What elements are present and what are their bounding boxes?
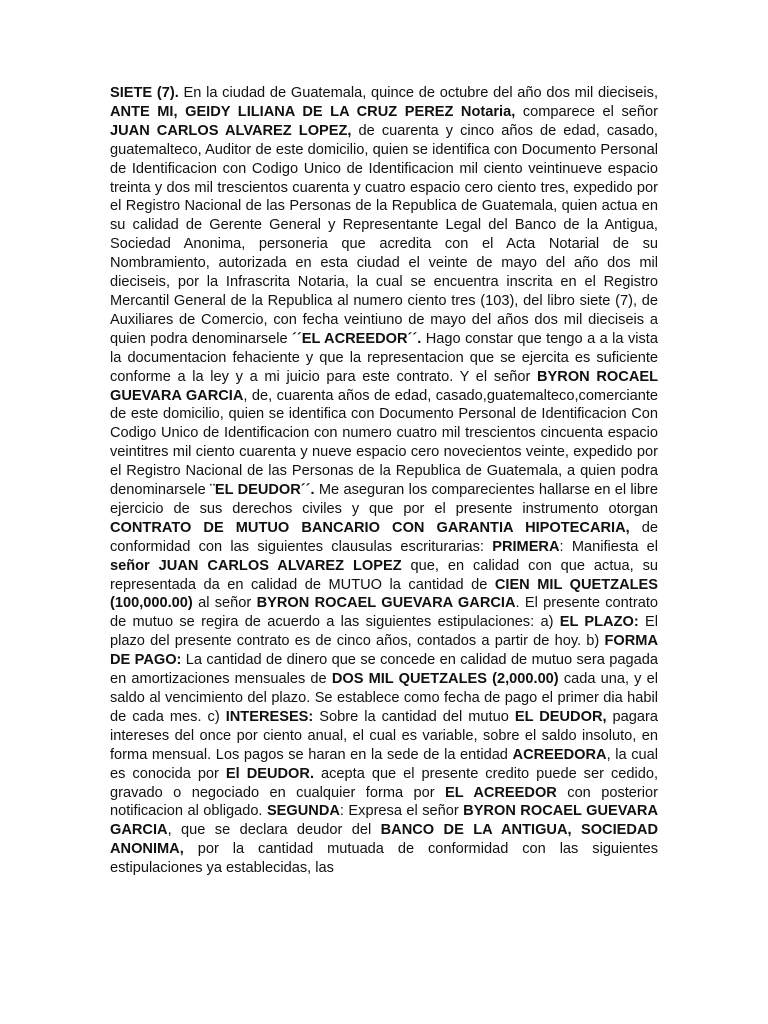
contract-paragraph xyxy=(110,84,658,878)
text-run: : Manifiesta el xyxy=(559,538,658,555)
bold-text-run: JUAN CARLOS ALVAREZ LOPEZ, xyxy=(110,122,352,139)
bold-text-run: CIEN MIL QUETZALES (100,000.00) xyxy=(110,576,658,612)
bold-text-run: ´´EL ACREEDOR´´. xyxy=(292,330,422,347)
text-run: La cantidad de dinero que se concede en calidad de mutuo sera pagada en amortizaciones mensuales de xyxy=(110,652,658,688)
bold-text-run: PRIMERA xyxy=(492,538,560,555)
bold-text-run: BANCO DE LA ANTIGUA, SOCIEDAD ANONIMA, xyxy=(110,822,658,858)
text-run: . El presente contrato de mutuo se regira de acuerdo a las siguientes estipulaciones: a) xyxy=(110,595,658,631)
bold-text-run: DOS MIL QUETZALES (2,000.00) xyxy=(331,671,559,688)
text-run: : Expresa el señor xyxy=(339,803,464,820)
text-run: Hago constar que tengo a a la vista la documentacion fehaciente y que la representacion que se ejercita es suficiente conforme a la ley y a mi juicio para este contrato. Y el señor xyxy=(110,330,658,385)
bold-text-run: EL PLAZO: xyxy=(559,614,639,631)
text-run: El plazo del presente contrato es de cinco años, contados a partir de hoy. b) xyxy=(110,614,659,650)
text-run: de conformidad con las siguientes clausulas escriturarias: xyxy=(110,519,658,555)
bold-text-run: ¨EL DEUDOR´´. xyxy=(210,482,315,499)
bold-text-run: SIETE (7). xyxy=(110,85,179,101)
bold-text-run: El DEUDOR. xyxy=(225,765,315,782)
text-run: pagara intereses del once por ciento anual, el cual es variable, sobre el saldo insoluto, en forma mensual. Los pagos se haran en la sede de la entidad xyxy=(110,708,658,763)
bold-text-run: EL DEUDOR, xyxy=(514,708,607,725)
text-run: , que se declara deudor del xyxy=(167,822,381,839)
text-run: al señor xyxy=(192,595,257,612)
bold-text-run: BYRON ROCAEL GUEVARA GARCIA xyxy=(256,595,516,612)
bold-text-run: CONTRATO DE MUTUO BANCARIO CON GARANTIA HIPOTECARIA, xyxy=(110,519,630,536)
text-run: que, en calidad con que actua, su representada da en calidad de MUTUO la cantidad de xyxy=(110,557,658,593)
bold-text-run: SEGUNDA xyxy=(266,803,340,820)
text-run: cada una, y el saldo al vencimiento del plazo. Se establece como fecha de pago el primer dia habil de cada mes. c) xyxy=(110,671,658,725)
bold-text-run: BYRON ROCAEL GUEVARA GARCIA xyxy=(110,803,658,839)
text-run: , de, cuarenta años de edad, casado,guatemalteco,comerciante de este domicilio, quien se identifica con Documento Personal de Identificacion Con Codigo Unico de Identificacion con numero cuatro mil trescientos cincuenta espacio veintitres mil ciento cuarenta y nueve espacio cero novecientos veinte, expedido por el Registro Nacional de las Personas de la Republica de Guatemala, a quien podra denominarsele xyxy=(110,387,659,499)
text-run: En la ciudad de Guatemala, quince de octubre del año dos mil dieciseis, xyxy=(178,85,659,101)
bold-text-run: BYRON ROCAEL GUEVARA GARCIA xyxy=(110,368,659,404)
document-page xyxy=(110,84,658,878)
text-run: Sobre la cantidad del mutuo xyxy=(313,708,515,725)
text-run: de cuarenta y cinco años de edad, casado, guatemalteco, Auditor de este domicilio, quien se identifica con Documento Personal de Identificacion con Codigo Unico de Identificacion mil ciento veintinueve espacio treinta y dos mil trescientos cuarenta y cuatro espacio cero ciento tres, expedido por el Registro Nacional de las Personas de la Republica de Guatemala, quien actua en su calidad de Gerente General y Representante Legal del Banco de la Antigua, Sociedad Anonima, personeria que acredita con el Acta Notarial de su Nombramiento, autorizada en esta ciudad el veinte de mayo del año dos mil dieciseis, por la Infrascrita Notaria, la cual se encuentra inscrita en el Registro Mercantil General de la Republica al numero ciento tres (103), del libro siete (7), de Auxiliares de Comercio, con fecha veintiuno de mayo del años dos mil dieciseis a quien podra denominarsele xyxy=(110,122,658,347)
bold-text-run: FORMA DE PAGO: xyxy=(110,633,658,669)
bold-text-run: ANTE MI, GEIDY LILIANA DE LA CRUZ PEREZ Notaria, xyxy=(110,103,516,120)
text-run: acepta que el presente credito puede ser cedido, gravado o negociado en cualquier forma por xyxy=(110,765,659,801)
text-run: comparece el señor xyxy=(515,103,658,120)
text-run: Me aseguran los comparecientes hallarse en el libre ejercicio de sus derechos civiles y que por el presente instrumento otorgan xyxy=(110,482,658,517)
bold-text-run: EL ACREEDOR xyxy=(445,784,557,801)
bold-text-run: ACREEDORA xyxy=(512,746,607,763)
text-run: , la cual es conocida por xyxy=(110,746,658,782)
text-run: con posterior notificacion al obligado. xyxy=(110,784,659,820)
bold-text-run: señor JUAN CARLOS ALVAREZ LOPEZ xyxy=(110,557,402,574)
bold-text-run: INTERESES: xyxy=(225,708,314,725)
text-run: por la cantidad mutuada de conformidad con las siguientes estipulaciones ya establecidas, las xyxy=(110,841,658,877)
